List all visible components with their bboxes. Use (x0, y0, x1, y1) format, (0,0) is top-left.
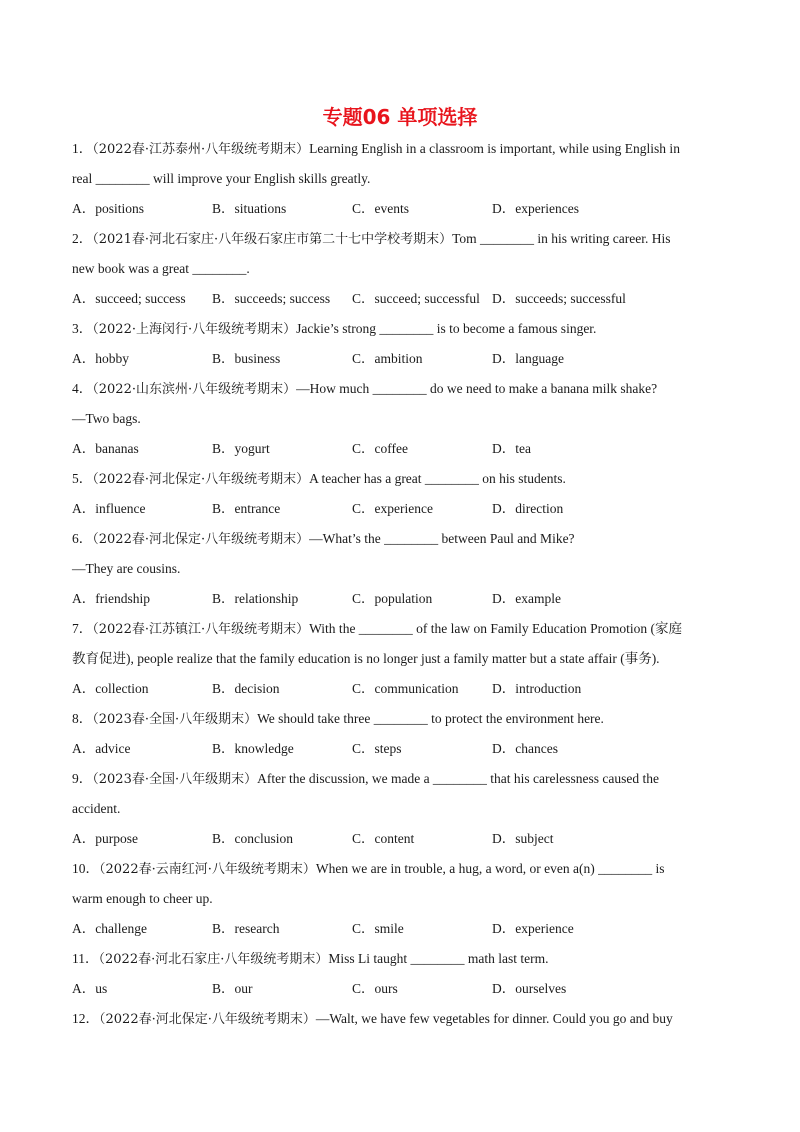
answer-option: C．content (352, 831, 415, 846)
question-text: new book was a great ________. (72, 261, 250, 276)
question-source: （2022·山东滨州·八年级统考期末） (92, 382, 297, 397)
answer-option: D．experiences (492, 201, 579, 216)
question-text: warm enough to cheer up. (72, 891, 213, 906)
page-title: 专题06 单项选择 (322, 105, 478, 129)
question-text: —How much ________ do we need to make a banana milk shake? (296, 381, 658, 396)
answer-option: C．experience (352, 501, 433, 516)
question-number: 10． (72, 861, 99, 876)
answer-option: A．challenge (72, 921, 147, 936)
answer-option: B．situations (212, 201, 287, 216)
question-text: When we are in trouble, a hug, a word, or even a(n) ________ is (315, 861, 665, 876)
answer-option: A．positions (72, 201, 145, 216)
question-number: 12． (72, 1011, 99, 1026)
question-stem (72, 1004, 720, 1034)
question-source: （2022春·河北保定·八年级统考期末） (92, 472, 310, 487)
question-text: A teacher has a great ________ on his students. (309, 471, 566, 486)
answer-option: C．population (352, 591, 433, 606)
answer-option: A．bananas (72, 441, 139, 456)
answer-option: C．communication (352, 681, 459, 696)
question-item (72, 704, 720, 764)
question-item (72, 224, 720, 314)
question-stem-continued (72, 164, 720, 194)
question-number: 1． (72, 141, 93, 156)
question-text: accident. (72, 801, 121, 816)
question-stem (72, 524, 720, 554)
answer-option: D．language (492, 351, 564, 366)
question-text: —What’s the ________ between Paul and Mike? (309, 531, 575, 546)
answer-option: A．purpose (72, 831, 138, 846)
question-stem-continued (72, 644, 720, 674)
option-row (72, 344, 720, 374)
question-list (72, 134, 720, 1034)
question-stem (72, 314, 720, 344)
answer-option: A．us (72, 981, 108, 996)
answer-option: B．research (212, 921, 280, 936)
answer-option: B．succeeds; success (212, 291, 331, 306)
question-text: 教育促进), people realize that the family education is no longer just a family matter but a state affair (事务). (72, 651, 660, 666)
answer-option: C．ours (352, 981, 398, 996)
question-number: 6． (72, 531, 93, 546)
question-item (72, 374, 720, 464)
question-source: （2022春·江苏泰州·八年级统考期末） (92, 142, 310, 157)
answer-option: D．experience (492, 921, 574, 936)
answer-option: B．business (212, 351, 281, 366)
question-text: Tom ________ in his writing career. His (452, 231, 671, 246)
option-row (72, 734, 720, 764)
answer-option: B．relationship (212, 591, 299, 606)
answer-option: D．tea (492, 441, 531, 456)
question-text: real ________ will improve your English skills greatly. (72, 171, 371, 186)
question-text: —Walt, we have few vegetables for dinner. Could you go and buy (315, 1011, 673, 1026)
question-item (72, 314, 720, 374)
answer-option: C．coffee (352, 441, 408, 456)
question-item (72, 614, 720, 704)
question-stem-continued (72, 884, 720, 914)
question-number: 3． (72, 321, 93, 336)
option-row (72, 584, 720, 614)
question-stem-continued (72, 554, 720, 584)
answer-option: B．decision (212, 681, 280, 696)
answer-option: C．smile (352, 921, 404, 936)
question-text: We should take three ________ to protect the environment here. (257, 711, 604, 726)
answer-option: A．advice (72, 741, 131, 756)
question-source: （2022·上海闵行·八年级统考期末） (92, 322, 297, 337)
question-stem-continued (72, 794, 720, 824)
option-row (72, 434, 720, 464)
answer-option: C．events (352, 201, 409, 216)
question-number: 8． (72, 711, 93, 726)
question-item (72, 134, 720, 224)
question-stem (72, 374, 720, 404)
option-row (72, 284, 720, 314)
question-item (72, 1004, 720, 1034)
option-row (72, 194, 720, 224)
answer-option: B．knowledge (212, 741, 294, 756)
answer-option: A．hobby (72, 351, 129, 366)
question-number: 5． (72, 471, 93, 486)
question-source: （2023春·全国·八年级期末） (92, 772, 258, 787)
question-item (72, 524, 720, 614)
answer-option: B．yogurt (212, 441, 270, 456)
question-stem (72, 854, 720, 884)
question-text: Miss Li taught ________ math last term. (328, 951, 549, 966)
question-text: With the ________ of the law on Family Education Promotion (家庭 (309, 621, 683, 636)
question-number: 7． (72, 621, 93, 636)
answer-option: D．introduction (492, 681, 582, 696)
answer-option: A．influence (72, 501, 146, 516)
question-source: （2022春·江苏镇江·八年级统考期末） (92, 622, 310, 637)
question-number: 9． (72, 771, 93, 786)
question-stem (72, 134, 720, 164)
option-row (72, 674, 720, 704)
question-stem (72, 944, 720, 974)
question-number: 4． (72, 381, 93, 396)
question-item (72, 464, 720, 524)
answer-option: A．friendship (72, 591, 150, 606)
answer-option: B．conclusion (212, 831, 293, 846)
question-item (72, 944, 720, 1004)
question-number: 2． (72, 231, 93, 246)
answer-option: C．steps (352, 741, 402, 756)
question-source: （2022春·河北石家庄·八年级统考期末） (98, 952, 329, 967)
question-source: （2022春·河北保定·八年级统考期末） (92, 532, 310, 547)
answer-option: D．succeeds; successful (492, 291, 626, 306)
question-text: Jackie’s strong ________ is to become a famous singer. (296, 321, 597, 336)
question-source: （2023春·全国·八年级期末） (92, 712, 258, 727)
option-row (72, 494, 720, 524)
answer-option: B．entrance (212, 501, 281, 516)
option-row (72, 914, 720, 944)
option-row (72, 974, 720, 1004)
answer-option: D．ourselves (492, 981, 567, 996)
question-stem-continued (72, 404, 720, 434)
question-source: （2022春·河北保定·八年级统考期末） (99, 1012, 316, 1027)
question-stem (72, 614, 720, 644)
answer-option: B．our (212, 981, 253, 996)
question-stem-continued (72, 254, 720, 284)
question-stem (72, 224, 720, 254)
answer-option: D．subject (492, 831, 554, 846)
question-text: —Two bags. (72, 411, 141, 426)
question-text: —They are cousins. (72, 561, 181, 576)
answer-option: D．chances (492, 741, 558, 756)
question-source: （2022春·云南红河·八年级统考期末） (99, 862, 316, 877)
answer-option: C．succeed; successful (352, 291, 480, 306)
question-number: 11． (72, 951, 99, 966)
question-item (72, 764, 720, 854)
question-text: After the discussion, we made a ________ that his carelessness caused the (257, 771, 659, 786)
question-stem (72, 464, 720, 494)
answer-option: D．example (492, 591, 561, 606)
answer-option: A．collection (72, 681, 149, 696)
question-text: Learning English in a classroom is important, while using English in (309, 141, 680, 156)
question-stem (72, 764, 720, 794)
answer-option: A．succeed; success (72, 291, 186, 306)
question-source: （2021春·河北石家庄·八年级石家庄市第二十七中学校考期末） (92, 232, 453, 247)
option-row (72, 824, 720, 854)
answer-option: C．ambition (352, 351, 423, 366)
answer-option: D．direction (492, 501, 564, 516)
question-stem (72, 704, 720, 734)
question-item (72, 854, 720, 944)
